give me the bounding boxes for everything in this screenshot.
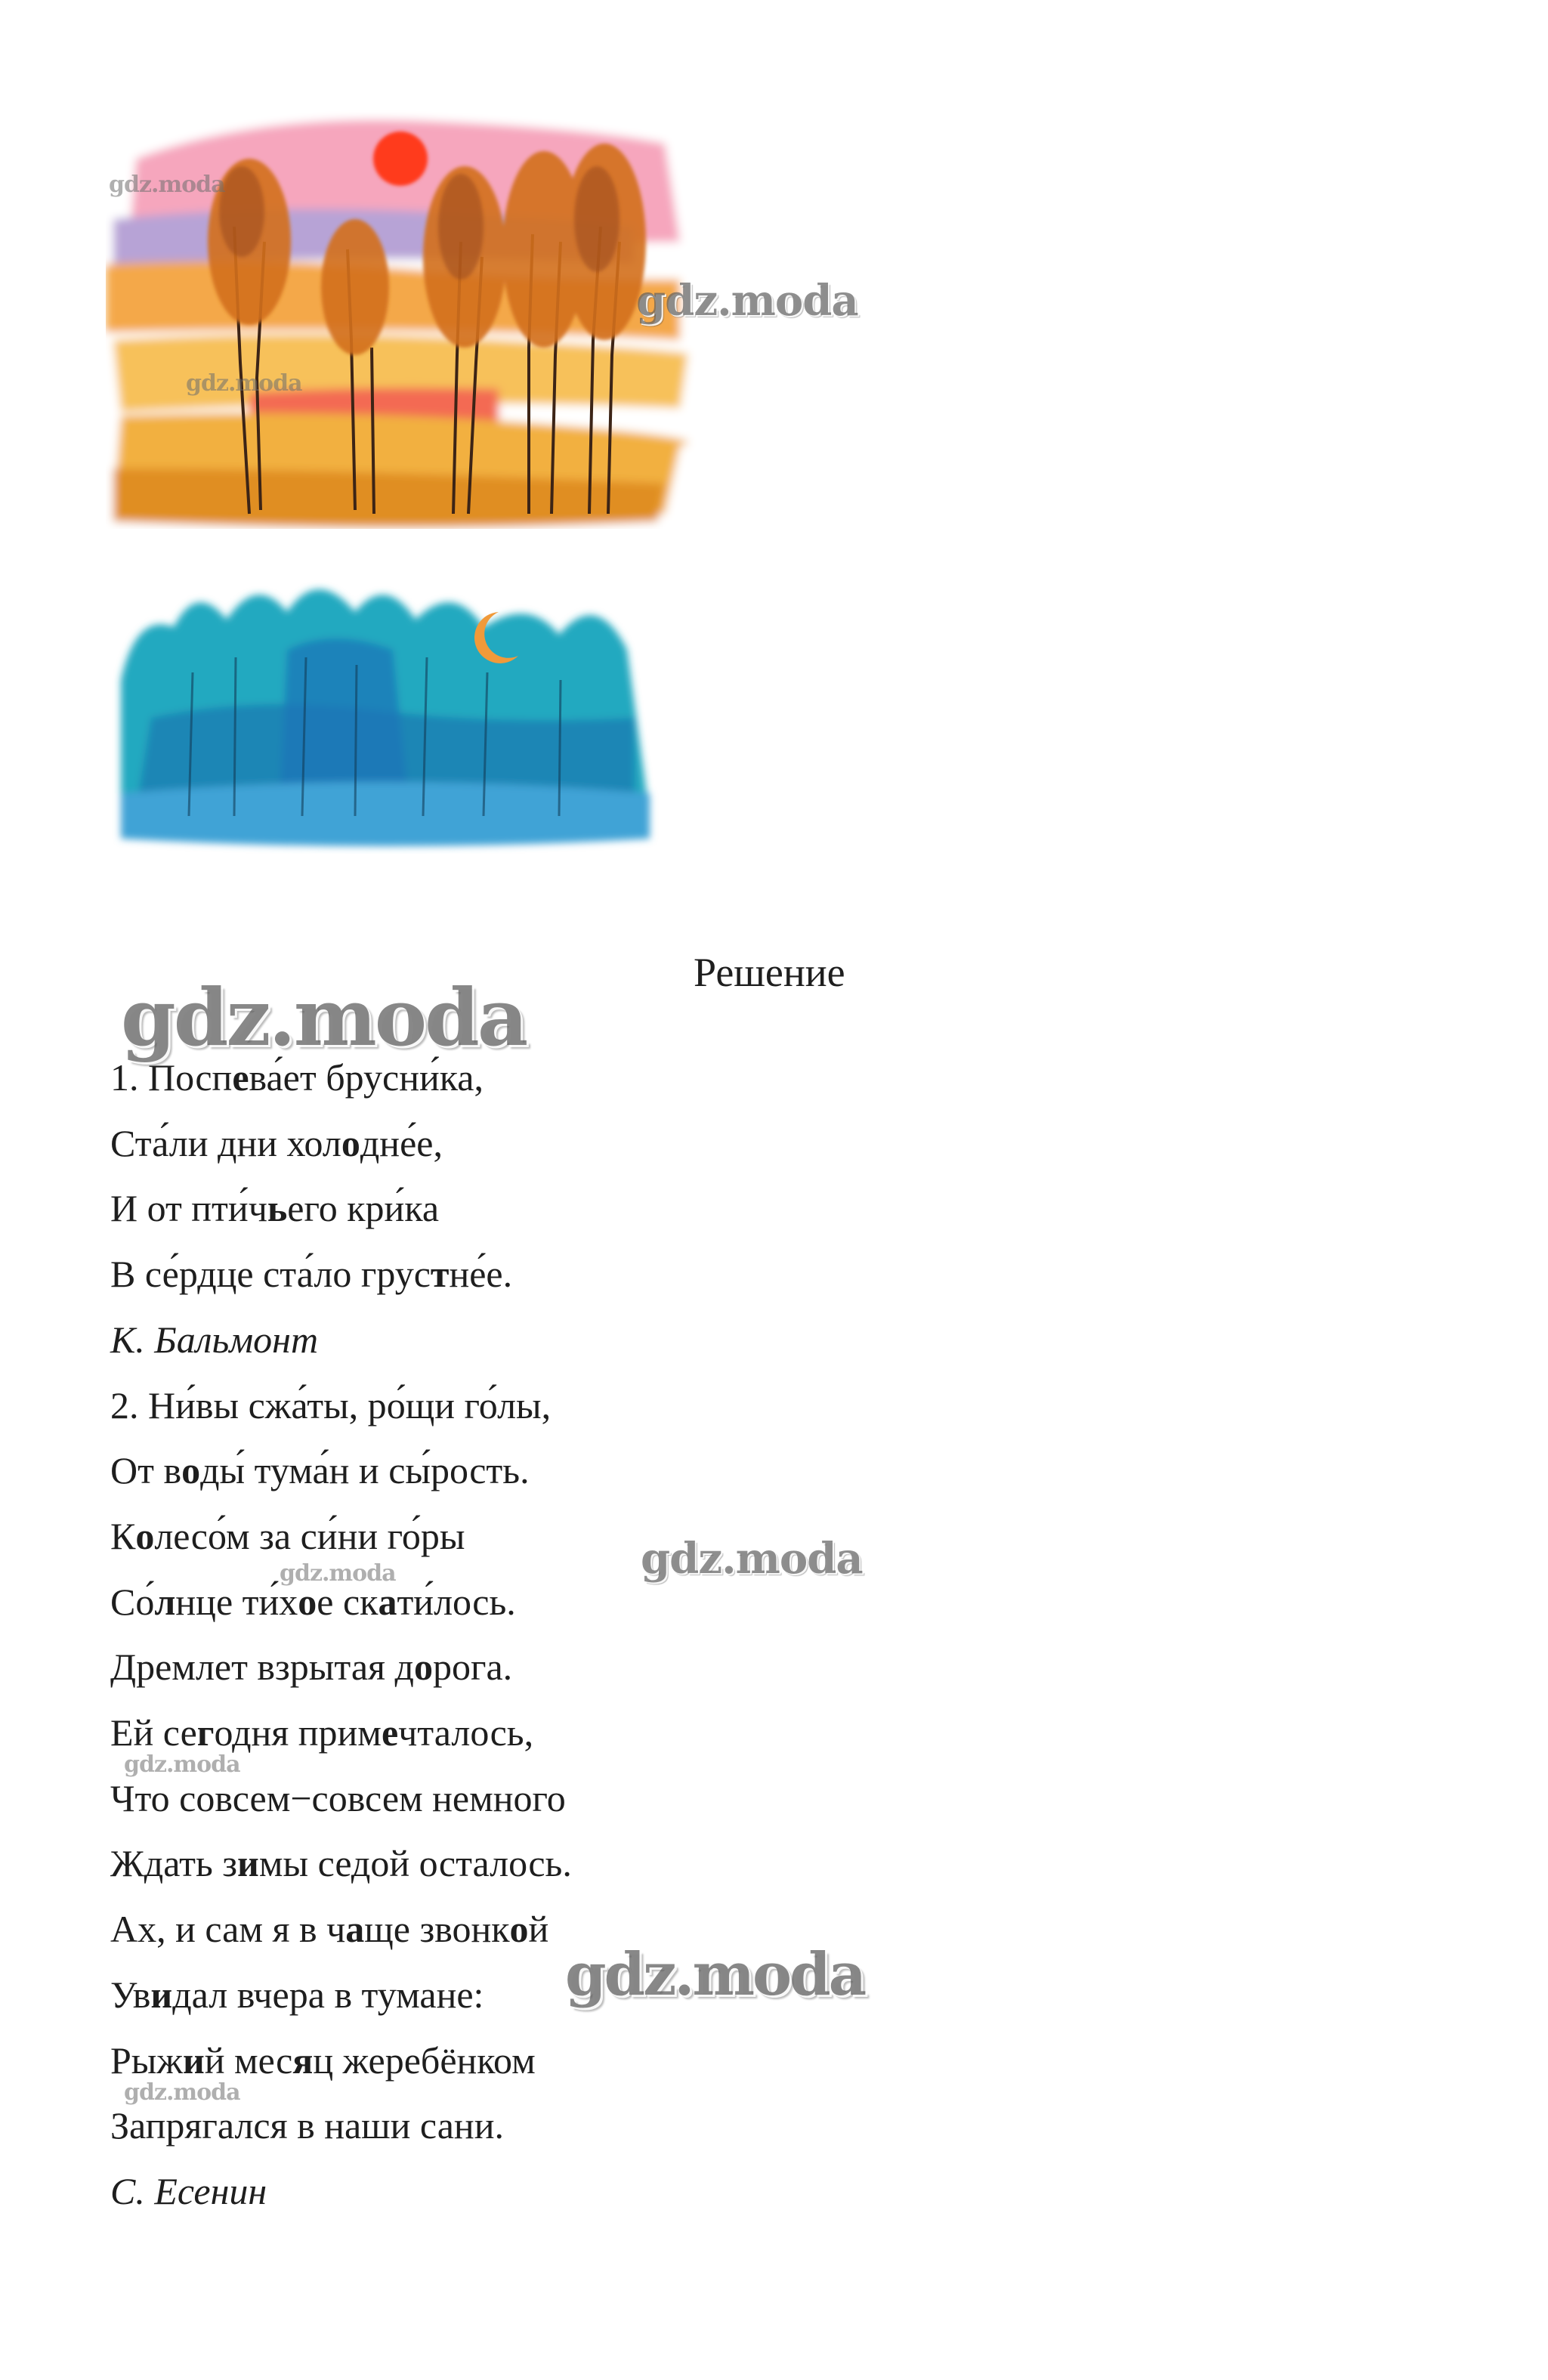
- poem-line: [110, 1185, 439, 1232]
- text-segment: а́: [291, 1383, 307, 1426]
- text-segment: вы сж: [195, 1383, 292, 1426]
- bold-letter: о: [135, 1514, 155, 1557]
- bold-letter: а: [345, 1908, 365, 1951]
- text-segment: Запрягался в наши сани.: [110, 2104, 504, 2147]
- text-segment: ч: [248, 1187, 267, 1230]
- text-segment: о́: [135, 1580, 155, 1623]
- bold-letter: о: [181, 1449, 201, 1492]
- bold-letter: я: [292, 2038, 314, 2082]
- watermark: gdz.moda: [641, 1534, 863, 1584]
- text-segment: и́: [175, 1383, 196, 1426]
- text-segment: ты, р: [307, 1383, 387, 1426]
- text-segment: в: [249, 1056, 267, 1099]
- text-segment: о́: [478, 1383, 498, 1426]
- watermark: gdz.moda: [124, 1751, 240, 1778]
- text-segment: его кр: [287, 1187, 385, 1230]
- text-segment: и́: [384, 1187, 405, 1230]
- poem-line: [110, 1120, 443, 1167]
- poem-line: [110, 1250, 512, 1297]
- text-segment: К: [110, 1514, 136, 1557]
- bold-letter: е: [232, 1056, 249, 1099]
- text-segment: е,: [416, 1121, 443, 1164]
- watermark: gdz.moda: [636, 276, 858, 326]
- poem-line: [110, 2037, 536, 2084]
- text-segment: ет брусн: [283, 1056, 419, 1099]
- text-segment: е́: [162, 1253, 179, 1296]
- text-segment: а́: [152, 1121, 169, 1164]
- text-segment: От в: [110, 1449, 182, 1492]
- text-segment: рога.: [432, 1646, 513, 1689]
- text-segment: ли дни хол: [168, 1121, 341, 1164]
- poem-line: [110, 1643, 512, 1690]
- text-segment: й: [528, 1908, 549, 1951]
- text-segment: о́: [207, 1514, 227, 1557]
- text-segment: дал вчера в тумане:: [172, 1973, 484, 2016]
- poem-line: [110, 1382, 551, 1429]
- text-segment: В с: [110, 1253, 162, 1296]
- text-segment: е ск: [317, 1580, 379, 1623]
- text-segment: Ув: [110, 1973, 151, 2016]
- poem-line: [110, 1775, 566, 1822]
- bold-letter: и: [237, 1842, 259, 1885]
- bold-letter: и: [182, 2038, 205, 2082]
- text-segment: щи г: [405, 1383, 479, 1426]
- poem-line: [110, 1578, 516, 1625]
- text-segment: т: [397, 1580, 414, 1623]
- poem-line: [110, 1840, 572, 1887]
- text-segment: а́: [312, 1449, 329, 1492]
- bold-letter: о: [413, 1646, 433, 1689]
- text-segment: е́: [400, 1121, 417, 1164]
- text-segment: мы седой осталось.: [258, 1842, 572, 1885]
- poem-author: К. Бальмонт: [110, 1318, 319, 1361]
- text-segment: ц жеребёнком: [313, 2038, 536, 2082]
- text-segment: и́: [413, 1580, 434, 1623]
- poem-author: С. Есенин: [110, 2169, 267, 2212]
- text-segment: лы,: [497, 1383, 552, 1426]
- solution-heading: Решение: [694, 950, 845, 995]
- text-segment: й мес: [204, 2038, 293, 2082]
- text-segment: н: [449, 1253, 470, 1296]
- text-segment: лось.: [434, 1580, 516, 1623]
- text-segment: лес: [154, 1514, 208, 1557]
- text-segment: и́: [227, 1187, 249, 1230]
- night-forest-illustration: [106, 567, 665, 854]
- bold-letter: о: [509, 1908, 529, 1951]
- text-segment: ры: [420, 1514, 465, 1557]
- text-segment: Рыж: [110, 2038, 183, 2082]
- text-segment: н и с: [329, 1449, 406, 1492]
- text-segment: о́: [401, 1514, 421, 1557]
- bold-letter: о: [298, 1580, 317, 1623]
- poem-line: [110, 1709, 533, 1756]
- text-segment: дн: [360, 1121, 400, 1164]
- text-segment: е.: [486, 1253, 513, 1296]
- bold-letter: и: [150, 1973, 173, 2016]
- bold-letter: ь: [267, 1187, 288, 1230]
- watermark: gdz.moda: [565, 1940, 865, 2009]
- text-segment: Дремлет взрытая д: [110, 1646, 414, 1689]
- text-segment: тум: [245, 1449, 313, 1492]
- watermark: gdz.moda: [121, 971, 527, 1064]
- text-segment: чталось,: [398, 1711, 534, 1754]
- text-segment: ло грус: [314, 1253, 431, 1296]
- bold-letter: а: [378, 1580, 397, 1623]
- bold-letter: е: [381, 1711, 399, 1754]
- text-segment: ще звонк: [364, 1908, 510, 1951]
- text-segment: и́: [419, 1056, 440, 1099]
- text-segment: С: [110, 1580, 136, 1623]
- autumn-landscape-illustration: [106, 91, 703, 529]
- text-segment: Ждать з: [110, 1842, 238, 1885]
- text-segment: нце т: [175, 1580, 259, 1623]
- text-segment: ы́: [405, 1449, 431, 1492]
- poem-line: [110, 1971, 484, 2018]
- text-segment: рдце ст: [178, 1253, 297, 1296]
- text-segment: ни г: [337, 1514, 402, 1557]
- text-segment: Ст: [110, 1121, 153, 1164]
- watermark: gdz.moda: [109, 172, 225, 198]
- poem-line: [110, 1513, 465, 1559]
- poem-line: [110, 1054, 484, 1101]
- bold-letter: л: [154, 1580, 176, 1623]
- text-segment: одня прим: [214, 1711, 382, 1754]
- poem-line: [110, 1447, 530, 1494]
- poem-line: [110, 1906, 548, 1952]
- watermark: gdz.moda: [280, 1560, 396, 1587]
- text-segment: х: [279, 1580, 298, 1623]
- text-segment: е́: [469, 1253, 487, 1296]
- text-segment: 1. Посп: [110, 1056, 233, 1099]
- text-segment: и́: [317, 1514, 338, 1557]
- watermark: gdz.moda: [124, 2079, 240, 2106]
- poem-line: [110, 2102, 504, 2149]
- text-segment: д: [200, 1449, 220, 1492]
- text-segment: рость.: [430, 1449, 530, 1492]
- text-segment: ка: [404, 1187, 440, 1230]
- text-segment: ы́: [219, 1449, 246, 1492]
- text-segment: а́: [296, 1253, 314, 1296]
- text-segment: Что совсем−совсем немного: [110, 1776, 566, 1819]
- text-segment: И от пт: [110, 1187, 228, 1230]
- text-segment: Ей се: [110, 1711, 197, 1754]
- text-segment: и́: [258, 1580, 280, 1623]
- text-segment: о́: [386, 1383, 406, 1426]
- text-segment: м за с: [226, 1514, 317, 1557]
- bold-letter: г: [196, 1711, 215, 1754]
- text-segment: 2. Н: [110, 1383, 176, 1426]
- text-segment: Ах, и сам я в ч: [110, 1908, 346, 1951]
- bold-letter: о: [341, 1121, 360, 1164]
- watermark: gdz.moda: [186, 370, 302, 397]
- text-segment: ка,: [439, 1056, 484, 1099]
- text-segment: а́: [266, 1056, 283, 1099]
- bold-letter: т: [430, 1253, 450, 1296]
